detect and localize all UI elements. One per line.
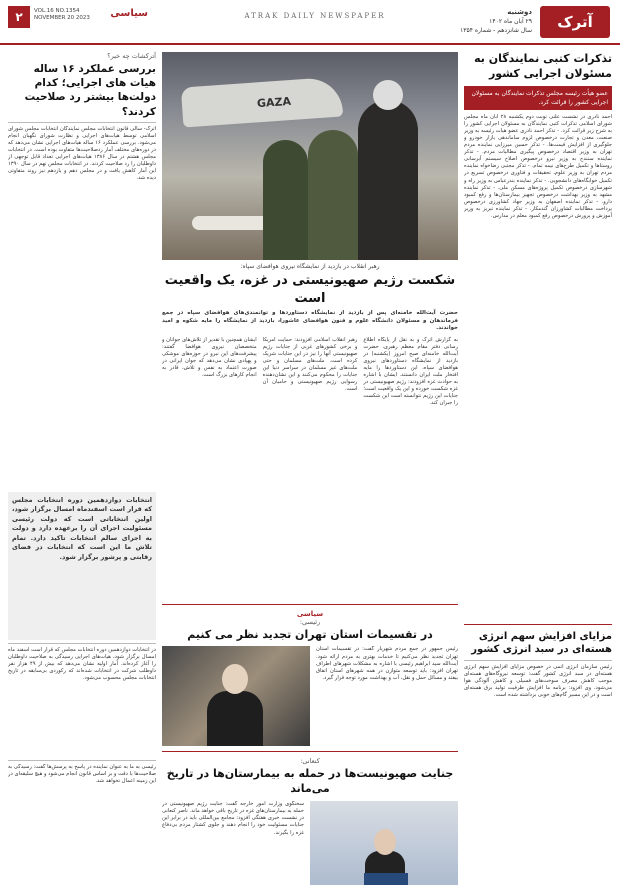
right-column	[464, 52, 612, 814]
divider	[8, 760, 156, 761]
story-headline[interactable]: در تقسیمات استان تهران تجدید نظر می کنیم	[187, 627, 433, 641]
article-headline[interactable]: بررسی عملکرد ۱۶ ساله هیات های اجرایی؛ کدام دولت‌ها بیشتر رد صلاحیت کردند؟	[24, 63, 156, 118]
volume-number: VOL.16 NO.1354	[34, 8, 80, 14]
page-info	[8, 6, 148, 38]
main-article-columns	[162, 337, 458, 599]
person-figure	[263, 140, 308, 260]
center-column	[162, 52, 458, 885]
article-body: رئیس جمهور در جمع مردم شهریار گفت: در تقسیمات استان تهران تجدید نظر می‌کنیم تا خدمات بهتری به مردم ارائه شود. آیت‌الله سید ابراهیم رئیسی با اشاره به مشکلات شهرهای اطراف تهران افزود: باید توسعه متوازن در همه شهرهای استان اتفاق بیفتد و مسائل حمل و نقل، آب و بهداشت مورد توجه قرار گیرد.	[316, 646, 458, 681]
person-figure	[308, 130, 358, 260]
story-row	[162, 646, 458, 746]
divider	[464, 624, 612, 625]
divider	[162, 751, 458, 752]
main-headline[interactable]: شکست رژیم صهیونیستی در غزه، یک واقعیت است	[164, 273, 456, 306]
divider	[162, 604, 458, 605]
divider	[8, 122, 156, 123]
box-text: انتخابات دوازدهمین دوره انتخابات مجلس که قرار است اسفندماه امسال برگزار شود، اولین انتخاباتی است که دولت رئیسی مسئولیت اجرای آن را برعهده دارد و دولت به اجرای سالم انتخابات تاکید دارد. تمام تلاش ما این است که انتخابات در فضای رقابتی و پرشور برگزار شود.	[12, 495, 152, 561]
photo-caption: رهبر انقلاب در بازدید از نمایشگاه نیروی هوافضای سپاه:	[240, 263, 380, 270]
story-kicker: کنعانی:	[300, 757, 320, 766]
article-body: رئیسی به ما به عنوان نماینده در پاسخ به پرسش‌ها گفت: رسیدگی به صلاحیت‌ها با دقت و بر اساس قانون انجام می‌شود و هیچ سلیقه‌ای در این زمینه اعمال نخواهد شد.	[8, 763, 156, 784]
divider	[464, 660, 612, 661]
person-figure	[207, 691, 263, 746]
story-row	[162, 801, 458, 885]
president-photo[interactable]	[162, 646, 310, 746]
article-body: رئیس سازمان انرژی اتمی در خصوص مزایای افزایش سهم انرژی هسته‌ای در سبد انرژی کشور گفت: توسعه نیروگاه‌های هسته‌ای موجب کاهش مصرف سوخت‌های فسیلی و کاهش آلودگی هوا می‌شود. وی افزود: برنامه ما افزایش ظرفیت تولید برق هسته‌ای است و در این مسیر گام‌های خوبی برداشته شده است.	[464, 663, 612, 699]
story-headline[interactable]: جنایت صهیونیست‌ها در حمله به بیمارستان‌ها در تاریخ می‌ماند	[166, 767, 454, 796]
article-headline[interactable]: تذکرات کتبی نمایندگان به مسئولان اجرایی کشور	[474, 52, 612, 80]
section-label: سیاسی	[296, 609, 324, 618]
story-kicker: آترکشات چه خبر؟	[107, 52, 156, 60]
weekday: دوشنبه	[507, 8, 532, 16]
person-head	[374, 829, 396, 855]
person-figure	[358, 100, 418, 260]
article-body: احمد نادری در نشست علنی نوبت دوم یکشنبه ۲۸ آبان ماه مجلس شورای اسلامی تذکرات کتبی نمایندگان به مسئولان اجرایی کشور را به شرح زیر قرائت کرد. - تذکر احمد نادری عضو هیات رئیسه به وزیر صنعت، معدن و تجارت درخصوص لزوم ساماندهی بازار خودرو و جلوگیری از افزایش قیمت‌ها. - تذکر حسین میرزایی نماینده مردم تهران به وزیر اقتصاد درخصوص پیگیری مطالبات مردم. - تذکر نماینده سنندج به وزیر نیرو درخصوص اصلاح سیستم آبرسانی روستاها و تکمیل طرح‌های نیمه تمام. - تذکر مجتبی رضاخواه نماینده مردم تهران به وزیر علوم، تحقیقات و فناوری درخصوص تسریع در تکمیل خوابگاه‌های دانشجویی. - تذکر نماینده بندرعباس به وزیر راه و شهرسازی درخصوص تکمیل پروژه‌های مسکن ملی. - تذکر نماینده مشهد به وزیر بهداشت درخصوص تجهیز بیمارستان‌ها و رفع کمبود دارو. - تذکر نماینده اصفهان به وزیر جهاد کشاورزی درخصوص پرداخت مطالبات کشاورزان گندمکار. - تذکر نماینده تبریز به وزیر آموزش و پرورش درخصوص رفع کمبود معلم در مدارس.	[464, 113, 612, 219]
spokesman-photo[interactable]	[310, 801, 458, 885]
article-body: آترک- سالی قانون انتخابات مجلس نمایندگان انتخابات مجلس شورای اسلامی توسط هیات‌های اجرایی و نظارت شورای نگهبان انجام می‌شود. بررسی عملکرد ۱۶ ساله هیات‌های اجرایی نشان می‌دهد که در دوره‌های مختلف آمار ردصلاحیت‌ها متفاوت بوده است. در انتخابات مجلس هشتم در سال ۱۳۸۶ هیات‌های اجرایی تعداد قابل توجهی از داوطلبان را رد صلاحیت کردند. در انتخابات مجلس نهم در سال ۱۳۹۰ این آمار کاهش یافت و در مجلس دهم و یازدهم نیز روند متفاوتی دیده شد.	[8, 125, 156, 182]
highlight-box	[8, 492, 156, 640]
english-date: NOVEMBER 20 2023	[34, 15, 90, 21]
article-body: به گزارش آترک و به نقل از پایگاه اطلاع رسانی دفتر مقام معظم رهبری، حضرت آیت‌الله خامنه‌ای صبح امروز (یکشنبه) در بازدید از نمایشگاه دستاوردهای نیروی هوافضای سپاه، این دستاوردها را مایه افتخار ملت ایران دانستند. ایشان با اشاره به حوادث غزه افزودند: رژیم صهیونیستی در غزه شکست خورده و این یک واقعیت است؛ جنایات این رژیم نتوانسته است این شکست را جبران کند.	[363, 336, 458, 407]
podium-shape	[364, 873, 408, 885]
date-text: ۲۹ آبان ماه ۱۴۰۲	[489, 18, 532, 25]
article-body: ایشان همچنین با تقدیر از تلاش‌های جوانان و متخصصان نیروی هوافضا گفتند: پیشرفت‌های این نیرو در حوزه‌های موشکی و پهپادی نشان می‌دهد که جوان ایرانی در صورت اعتماد به نفس و تلاش، قادر به انجام کارهای بزرگ است.	[162, 336, 257, 379]
article-body: رهبر انقلاب اسلامی افزودند: حمایت آمریکا و برخی کشورهای غربی از جنایات رژیم صهیونیستی آنها را نیز در این جنایات شریک کرده است. ملت‌های مسلمان و حتی ملت‌های غیر مسلمان در سراسر دنیا این جنایات را محکوم می‌کنند و این نشان‌دهنده رسوایی رژیم صهیونیستی و حامیان آن است.	[262, 336, 358, 393]
page-number: ۲	[8, 6, 30, 28]
article-lead: عضو هیأت رئیسه مجلس تذکرات نمایندگان به مسئولان اجرایی کشور را قرائت کرد.	[464, 86, 612, 110]
article-body: سخنگوی وزارت امور خارجه گفت: جنایت رژیم صهیونیستی در حمله به بیمارستان‌های غزه در تاریخ باقی خواهد ماند. ناصر کنعانی در نشست خبری هفتگی افزود: مجامع بین‌المللی باید در برابر این جنایات مسئولیت خود را انجام دهند و جلوی کشتار مردم بی‌دفاع غزه را بگیرند.	[162, 801, 304, 836]
volume-info	[34, 8, 90, 22]
person-head	[222, 664, 248, 694]
left-column	[8, 52, 156, 824]
story-kicker: رئیسی:	[299, 617, 321, 626]
newspaper-logo[interactable]: آترک	[540, 6, 610, 38]
main-lead: حضرت آیت‌الله خامنه‌ای پس از بازدید از نمایشگاه دستاوردها و توانمندی‌های هوافضای سپاه در جمع فرماندهان و مسئولان دانشگاه علوم و فنون هوافضای عاشورا، بازدید از نمایشگاه را مایه شکوه و امید خواندند.	[162, 310, 458, 332]
main-news-photo[interactable]	[162, 52, 458, 260]
divider	[8, 643, 156, 644]
person-head	[373, 80, 403, 110]
drone-label: GAZA	[256, 94, 292, 111]
article-body: در انتخابات دوازدهمین دوره انتخابات مجلس که قرار است اسفند ماه امسال برگزار شود، هیات‌های اجرایی رسیدگی به صلاحیت داوطلبان را آغاز کرده‌اند. آمار اولیه نشان می‌دهد که بیش از ۴۹ هزار نفر داوطلب شرکت در انتخابات شده‌اند که رکوردی بی‌سابقه در تاریخ انتخابات مجلس محسوب می‌شود.	[8, 646, 156, 682]
issue-number: سال شانزدهم - شماره ۱۳۵۴	[460, 27, 532, 34]
section-name: سیاسی	[110, 8, 148, 19]
article-headline[interactable]: مزایای افزایش سهم انرژی هسته‌ای در سبد انرژی کشور	[471, 630, 612, 656]
english-title-text: ATRAK DAILY NEWSPAPER	[244, 12, 386, 20]
masthead	[0, 0, 620, 45]
english-title	[150, 12, 480, 20]
